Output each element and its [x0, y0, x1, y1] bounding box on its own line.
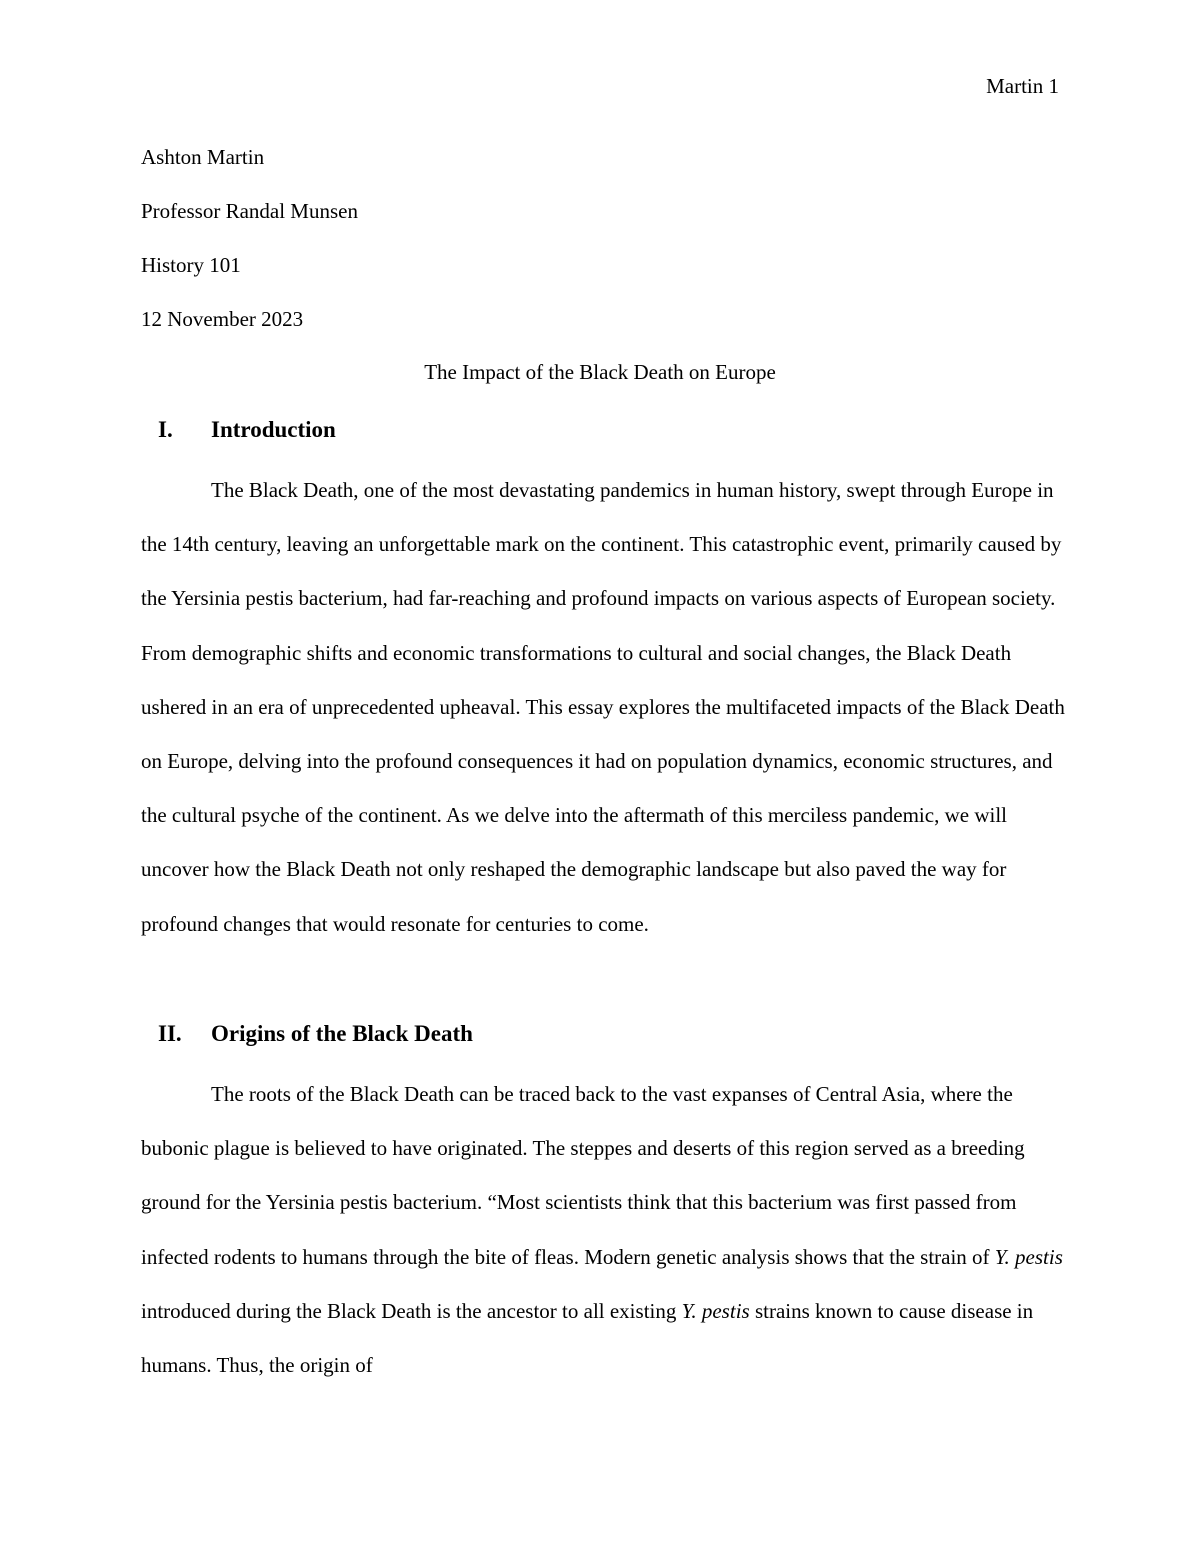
section-number: II.	[158, 1021, 182, 1046]
course-name: History 101	[141, 253, 241, 277]
section-heading-origins	[141, 1019, 473, 1049]
essay-title: The Impact of the Black Death on Europe	[424, 360, 776, 384]
date: 12 November 2023	[141, 307, 304, 331]
introduction-paragraph: The Black Death, one of the most devastating pandemics in human history, swept through Europe in the 14th century, leaving an unforgettable mark on the continent. This catastrophic event, primarily caused by the Yersinia pestis bacterium, had far-reaching and profound impacts on various aspects of European society. From demographic shifts and economic transformations to cultural and social changes, the Black Death ushered in an era of unprecedented upheaval. This essay explores the multifaceted impacts of the Black Death on Europe, delving into the profound consequences it had on population dynamics, economic structures, and the cultural psyche of the continent. As we delve into the aftermath of this merciless pandemic, we will uncover how the Black Death not only reshaped the demographic landscape but also paved the way for profound changes that would resonate for centuries to come.	[141, 478, 1065, 936]
running-head: Martin 1	[986, 74, 1059, 98]
species-name-italic: Y. pestis	[681, 1298, 750, 1323]
origins-paragraph	[141, 1067, 1071, 1392]
section-title: Origins of the Black Death	[211, 1021, 473, 1046]
origins-text-3: strains known to cause disease in humans. Thus, the origin of	[141, 1298, 1034, 1378]
origins-text-2: introduced during the Black Death is the ancestor to all existing	[141, 1298, 682, 1323]
origins-text-1: The roots of the Black Death can be traced back to the vast expanses of Central Asia, where the bubonic plague is believed to have originated. The steppes and deserts of this region served as a breeding ground for the Yersinia pestis bacterium. “Most scientists think that this bacterium was first passed from infected rodents to humans through the bite of fleas. Modern genetic analysis shows that the strain of	[141, 1082, 1025, 1269]
professor-name: Professor Randal Munsen	[141, 199, 358, 223]
section-number: I.	[158, 417, 173, 442]
author-name: Ashton Martin	[141, 145, 265, 169]
section-title: Introduction	[211, 417, 336, 442]
species-name-italic: Y. pestis	[994, 1244, 1063, 1269]
section-heading-introduction	[141, 415, 336, 445]
